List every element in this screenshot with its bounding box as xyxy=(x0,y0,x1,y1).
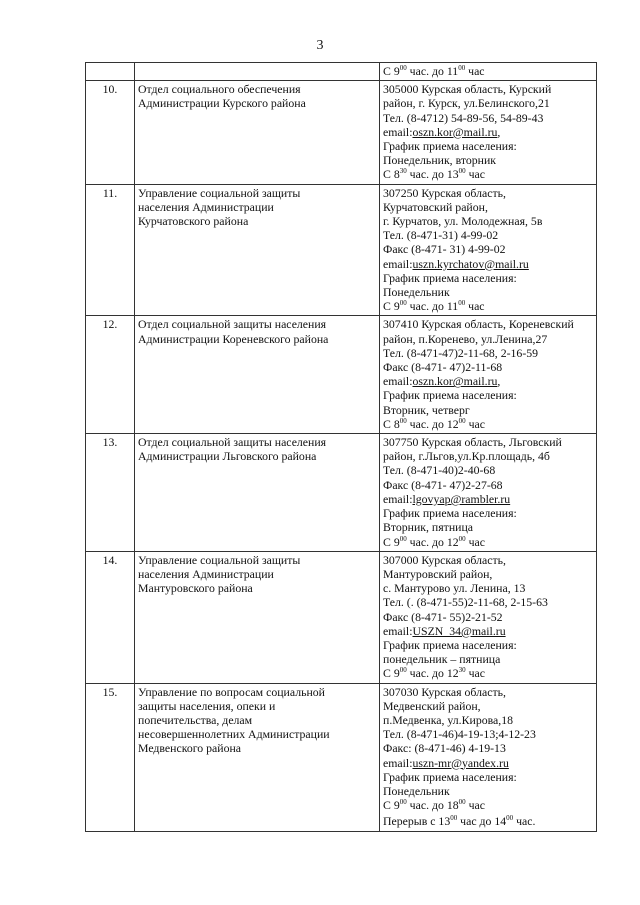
address-line: 307030 Курская область, xyxy=(383,684,506,699)
email-line: email:uszn-mr@yandex.ru xyxy=(383,755,509,770)
schedule-time: С $9^{00}$ час. до $11^{00}$ час xyxy=(383,299,485,314)
organization-name-line: населения Администрации xyxy=(138,199,274,214)
table-row-continuation xyxy=(86,63,597,81)
organization-name xyxy=(135,434,380,552)
email-link[interactable]: USZN_34@mail.ru xyxy=(412,623,506,638)
organization-name-line: Администрации Кореневского района xyxy=(138,331,329,346)
schedule-time: С $8^{30}$ час. до $13^{00}$ час xyxy=(383,167,485,182)
row-number: 13. xyxy=(86,434,135,552)
organization-name-line: Отдел социального обеспечения xyxy=(138,82,301,97)
schedule-label: График приема населения: xyxy=(383,270,517,285)
organization-name-line: Управление социальной защиты xyxy=(138,185,301,200)
contact-info xyxy=(380,434,597,552)
organization-name-line: Отдел социальной защиты населения xyxy=(138,317,327,332)
address-line: 305000 Курская область, Курский xyxy=(383,82,552,97)
organization-name-line: Отдел социальной защиты населения xyxy=(138,435,327,450)
email-line: email:USZN_34@mail.ru xyxy=(383,623,506,638)
address-line: район, г. Курск, ул.Белинского,21 xyxy=(383,96,550,111)
phone-line: Факс (8-471- 31) 4-99-02 xyxy=(383,242,506,257)
contact-info xyxy=(380,316,597,434)
email-link[interactable]: oszn.kor@mail.ru xyxy=(412,374,498,389)
table-row xyxy=(86,184,597,316)
phone-line: Факс: (8-471-46) 4-19-13 xyxy=(383,741,506,756)
organization-name-line: попечительства, делам xyxy=(138,712,253,727)
schedule-time: С $9^{00}$ час. до $12^{00}$ час xyxy=(383,534,485,549)
number-cell xyxy=(86,63,135,81)
address-line: 307750 Курская область, Льговский xyxy=(383,435,562,450)
organization-name-line: населения Администрации xyxy=(138,566,274,581)
row-number: 12. xyxy=(86,316,135,434)
schedule-time: С $8^{00}$ час. до $12^{00}$ час xyxy=(383,416,485,431)
schedule-days: Понедельник xyxy=(383,285,450,300)
phone-line: Тел. (. (8-471-55)2-11-68, 2-15-63 xyxy=(383,595,548,610)
email-link[interactable]: oszn.kor@mail.ru xyxy=(412,124,498,139)
row-number: 15. xyxy=(86,683,135,831)
page-number: 3 xyxy=(316,38,324,53)
phone-line: Тел. (8-4712) 54-89-56, 54-89-43 xyxy=(383,110,544,125)
address-line: Медвенский район, xyxy=(383,698,481,713)
schedule-time: С $9^{00}$ час. до $11^{00}$ час xyxy=(383,64,485,78)
email-link[interactable]: lgovyap@rambler.ru xyxy=(412,491,511,506)
phone-line: Тел. (8-471-31) 4-99-02 xyxy=(383,228,499,243)
phone-line: Факс (8-471- 55)2-21-52 xyxy=(383,609,503,624)
schedule-label: График приема населения: xyxy=(383,637,517,652)
table-row xyxy=(86,683,597,831)
organization-name xyxy=(135,683,380,831)
address-line: 307410 Курская область, Кореневский xyxy=(383,317,574,332)
contact-info xyxy=(380,551,597,683)
phone-line: Тел. (8-471-47)2-11-68, 2-16-59 xyxy=(383,345,539,360)
schedule-label: График приема населения: xyxy=(383,139,517,154)
schedule-time: С $9^{00}$ час. до $12^{30}$ час xyxy=(383,666,485,681)
contact-cell xyxy=(380,63,597,81)
schedule-days: Вторник, пятница xyxy=(383,520,473,535)
organization-name-line: Медвенского района xyxy=(138,741,242,756)
organization-name xyxy=(135,184,380,316)
organization-name-line: Управление по вопросам социальной xyxy=(138,684,325,699)
table-row xyxy=(86,434,597,552)
organization-name xyxy=(135,81,380,184)
schedule-label: График приема населения: xyxy=(383,388,517,403)
table-row xyxy=(86,551,597,683)
organization-name-line: защиты населения, опеки и xyxy=(138,698,276,713)
address-line: г. Курчатов, ул. Молодежная, 5в xyxy=(383,214,543,229)
contact-info xyxy=(380,184,597,316)
row-number: 11. xyxy=(86,184,135,316)
organization-name-line: Администрации Курского района xyxy=(138,96,306,111)
contacts-table xyxy=(85,62,597,832)
organization-name-line: несовершеннолетних Администрации xyxy=(138,727,330,742)
phone-line: Тел. (8-471-46)4-19-13;4-12-23 xyxy=(383,727,536,742)
phone-line: Факс (8-471- 47)2-27-68 xyxy=(383,477,503,492)
contact-info xyxy=(380,81,597,184)
row-number: 14. xyxy=(86,551,135,683)
email-link[interactable]: uszn.kyrchatov@mail.ru xyxy=(412,256,529,271)
email-line: email:oszn.kor@mail.ru, xyxy=(383,124,501,139)
contact-info xyxy=(380,683,597,831)
organization-name-line: Курчатовского района xyxy=(138,214,249,229)
address-line: 307250 Курская область, xyxy=(383,185,506,200)
address-line: район, п.Коренево, ул.Ленина,27 xyxy=(383,331,548,346)
schedule-label: График приема населения: xyxy=(383,506,517,521)
address-line: район, г.Льгов,ул.Кр.площадь, 4б xyxy=(383,449,550,464)
email-line: email:oszn.kor@mail.ru, xyxy=(383,374,501,389)
organization-name xyxy=(135,316,380,434)
organization-cell xyxy=(135,63,380,81)
organization-name-line: Администрации Льговского района xyxy=(138,449,317,464)
schedule-days: понедельник – пятница xyxy=(383,652,501,667)
schedule-days: Понедельник xyxy=(383,783,450,798)
table-row xyxy=(86,316,597,434)
email-link[interactable]: uszn-mr@yandex.ru xyxy=(412,755,509,770)
schedule-days: Вторник, четверг xyxy=(383,402,470,417)
organization-name-line: Управление социальной защиты xyxy=(138,552,301,567)
address-line: Мантуровский район, xyxy=(383,566,493,581)
email-line: email:lgovyap@rambler.ru xyxy=(383,491,511,506)
address-line: Курчатовский район, xyxy=(383,199,488,214)
phone-line: Факс (8-471- 47)2-11-68 xyxy=(383,360,503,375)
break-time: Перерыв с $13^{00}$ час до $14^{00}$ час. xyxy=(383,814,536,829)
address-line: п.Медвенка, ул.Кирова,18 xyxy=(383,712,514,727)
schedule-label: График приема населения: xyxy=(383,769,517,784)
phone-line: Тел. (8-471-40)2-40-68 xyxy=(383,463,496,478)
table-row xyxy=(86,81,597,184)
row-number: 10. xyxy=(86,81,135,184)
schedule-time: С $9^{00}$ час. до $18^{00}$ час xyxy=(383,798,485,813)
email-line: email:uszn.kyrchatov@mail.ru xyxy=(383,256,529,271)
address-line: с. Мантурово ул. Ленина, 13 xyxy=(383,581,526,596)
organization-name-line: Мантуровского района xyxy=(138,581,253,596)
organization-name xyxy=(135,551,380,683)
address-line: 307000 Курская область, xyxy=(383,552,506,567)
schedule-days: Понедельник, вторник xyxy=(383,153,497,168)
